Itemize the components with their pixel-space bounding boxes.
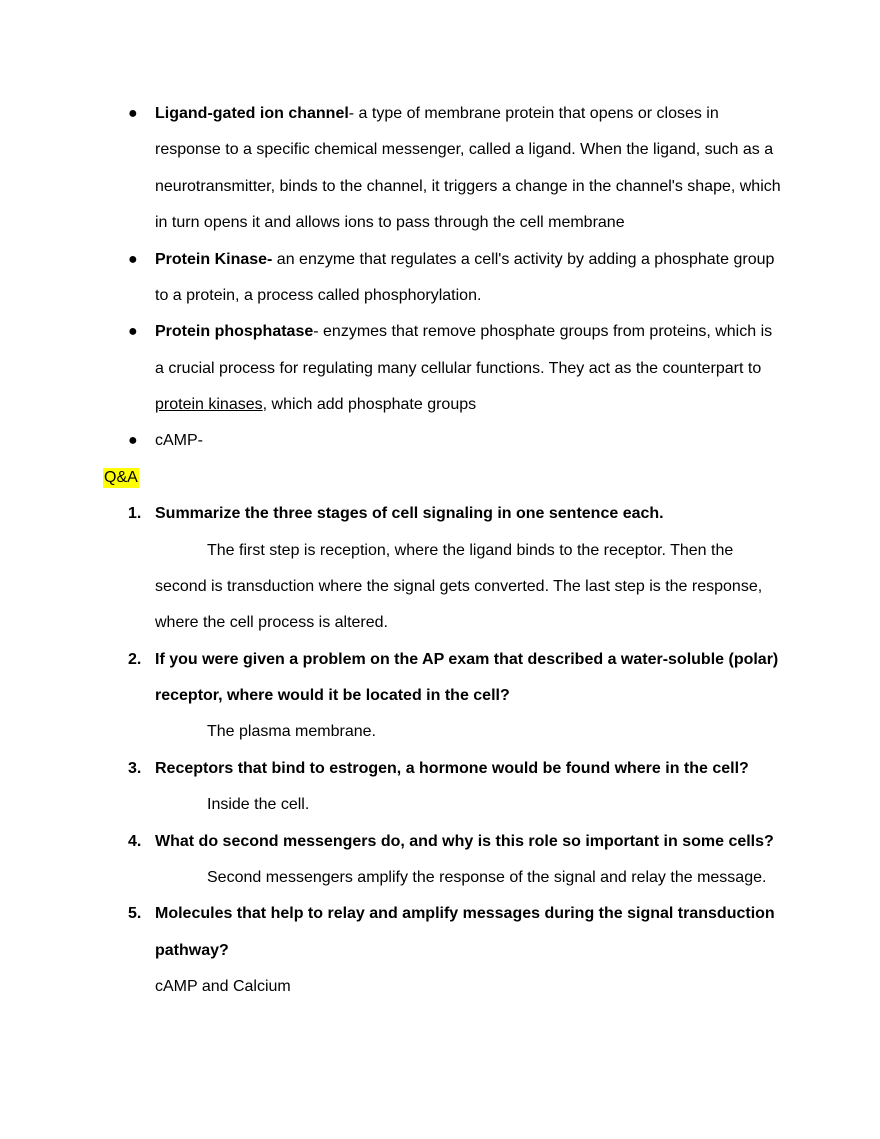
bullet-icon: ● [128, 105, 138, 122]
question-number: 5. [128, 905, 142, 922]
glossary-item-camp: cAMP- [155, 432, 203, 449]
question-5-text: Molecules that help to relay and amplify messages during the signal transduction [155, 905, 775, 922]
glossary-definition-line: response to a specific chemical messenger, called a ligand. When the ligand, such as a [155, 141, 774, 158]
question-number: 4. [128, 833, 142, 850]
glossary-term: Protein Kinase- [155, 251, 273, 268]
answer-4: Second messengers amplify the response of the signal and relay the message. [207, 869, 767, 886]
glossary-definition-line: a crucial process for regulating many cellular functions. They act as the counterpart to [155, 360, 762, 377]
glossary-term: Ligand-gated ion channel [155, 105, 349, 122]
answer-1-line: second is transduction where the signal gets converted. The last step is the response, [155, 578, 763, 595]
question-number: 2. [128, 651, 142, 668]
answer-2: The plasma membrane. [207, 723, 376, 740]
question-number: 3. [128, 760, 142, 777]
glossary-definition-line [155, 395, 790, 415]
qa-heading-highlighted: Q&A [104, 469, 138, 486]
answer-3: Inside the cell. [207, 796, 310, 813]
glossary-item-ligand-gated-ion-channel [155, 104, 790, 124]
question-number: 1. [128, 505, 142, 522]
glossary-term: Protein phosphatase [155, 323, 314, 340]
bullet-icon: ● [128, 432, 138, 449]
protein-kinases-link[interactable]: protein kinases [155, 396, 263, 413]
glossary-definition: an enzyme that regulates a cell's activity by adding a phosphate group [272, 251, 775, 268]
question-3-text: Receptors that bind to estrogen, a hormone would be found where in the cell? [155, 760, 749, 777]
glossary-definition-line: in turn opens it and allows ions to pass through the cell membrane [155, 214, 625, 231]
bullet-icon: ● [128, 323, 138, 340]
question-2-text: receptor, where would it be located in the cell? [155, 687, 510, 704]
question-4-text: What do second messengers do, and why is this role so important in some cells? [155, 833, 774, 850]
glossary-definition-tail: , which add phosphate groups [262, 396, 477, 413]
answer-5: cAMP and Calcium [155, 978, 291, 995]
glossary-definition: - enzymes that remove phosphate groups from proteins, which is [313, 323, 773, 340]
question-2-text: If you were given a problem on the AP exam that described a water-soluble (polar) [155, 651, 779, 668]
question-1-text: Summarize the three stages of cell signaling in one sentence each. [155, 505, 664, 522]
question-5-text: pathway? [155, 942, 229, 959]
glossary-item-protein-phosphatase [155, 322, 790, 342]
glossary-definition-line: neurotransmitter, binds to the channel, it triggers a change in the channel's shape, which [155, 178, 781, 195]
answer-1-line: where the cell process is altered. [155, 614, 388, 631]
glossary-item-protein-kinase [155, 250, 790, 270]
bullet-icon: ● [128, 251, 138, 268]
glossary-definition-line: to a protein, a process called phosphorylation. [155, 287, 482, 304]
glossary-definition: - a type of membrane protein that opens or closes in [348, 105, 719, 122]
answer-1-line: The first step is reception, where the ligand binds to the receptor. Then the [207, 542, 734, 559]
